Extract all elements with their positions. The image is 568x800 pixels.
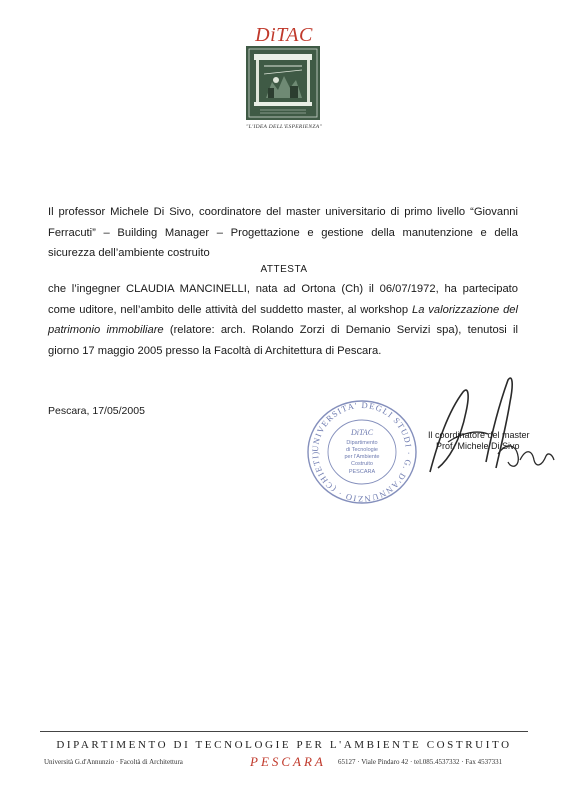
coordinator-name: Prof. Michele Di Sivo [436,441,520,451]
footer-department-name: DIPARTIMENTO DI TECNOLOGIE PER L'AMBIENTE COSTRUITO [56,739,512,751]
footer-university: Università G.d'Annunzio · Facoltà di Architettura [44,758,183,766]
coordinator-role: Il coordinatore del master [428,430,530,440]
body-text-post: (relatore: arch. Rolando Zorzi di Demanio Servizi spa), tenutosi il giorno 17 maggio 2005 presso la Facoltà di Architettura di Pescara. [48,324,518,357]
logo-motto: "L'IDEA DELL'ESPERIENZA" [246,124,322,130]
footer-contacts: 65127 · Viale Pindaro 42 · tel.085.4537332 · Fax 4537331 [338,758,503,766]
ditac-logo-woodcut-icon [246,46,320,120]
university-stamp [300,397,425,507]
letter-intro-paragraph: Il professor Michele Di Sivo, coordinatore del master universitario di primo livello “Giovanni Ferracuti” – Building Manager – Progettazione e gestione della manutenzione e della sicurezza dell’ambiente costruito [48,206,518,259]
handwritten-signature [408,372,558,482]
ditac-logo-wordmark: DiTAC [255,24,313,46]
place-and-date: Pescara, 17/05/2005 [48,405,145,417]
coordinator-signature-block [428,430,530,452]
stamp-center-line3: per l'Ambiente [344,454,380,460]
body-text-pre: che l’ingegner CLAUDIA MANCINELLI, nata ad Ortona (Ch) il 06/07/1972, ha partecipato come uditore, nell’ambito delle attività del suddetto master, al workshop [48,283,518,316]
attesta-heading: ATTESTA [260,264,308,275]
stamp-center-line2: di Tecnologie [345,447,379,453]
stamp-center-title: DiTAC [350,428,374,437]
footer-city: PESCARA [250,754,326,769]
stamp-center-line5: PESCARA [348,469,376,475]
footer-divider [40,731,528,732]
stamp-center-line1: Dipartimento [346,440,378,446]
stamp-center-line4: Costruito [350,461,374,467]
workshop-title: La valorizzazione del patrimonio immobiliare [48,303,518,336]
letter-body-paragraph [48,279,518,361]
stamp-ring-text: UNIVERSITA' DEGLI STUDI · G. D'ANNUNZIO · (CHIETI) [309,399,415,505]
